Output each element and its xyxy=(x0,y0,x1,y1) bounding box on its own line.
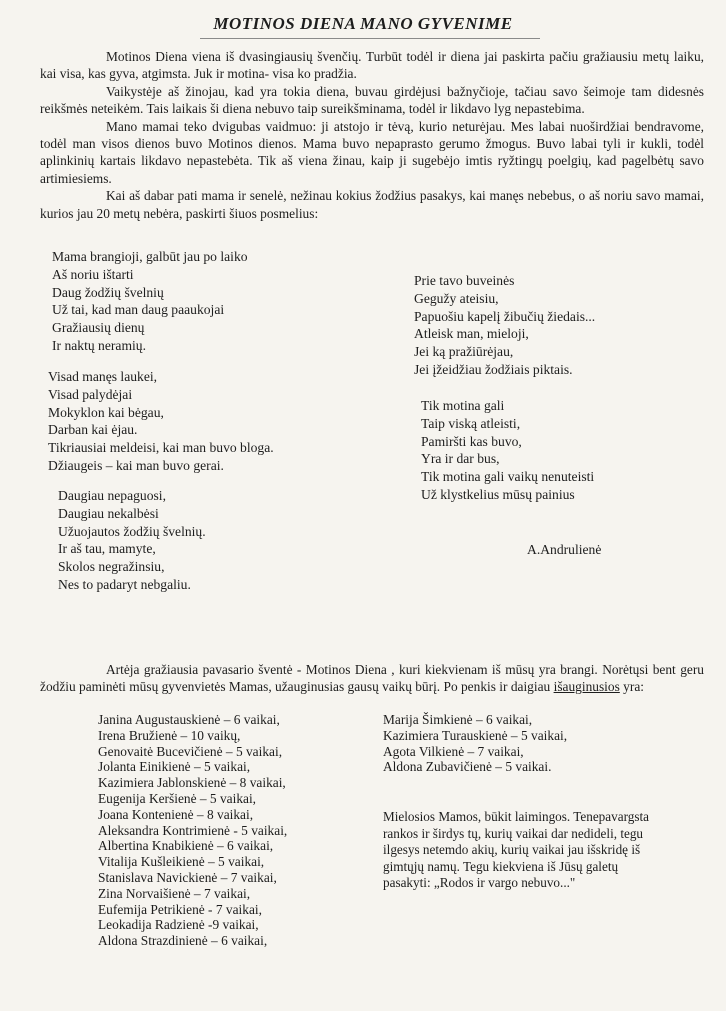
poem-line: Mama brangioji, galbūt jau po laiko xyxy=(52,249,248,264)
intro-paragraph: Vaikystėje aš žinojau, kad yra tokia diena, buvau girdėjusi bažnyčioje, tačiau savo šeimoje tam didesnės reikšmės neteikėm. Tais laikais ši diena nebuvo taip sureikšminama, todėl ir likdavo lyg nepastebima. xyxy=(40,83,704,117)
mothers-intro-text: Artėja gražiausia pavasario šventė - Motinos Diena , kuri kiekvienam iš mūsų yra brangi. Norėtųsi bent geru žodžiu paminėti mūsų gyvenvietės Mamas, užauginusias gausų vaikų būrį. Po penkis ir daigiau xyxy=(40,662,704,695)
list-item: Janina Augustauskienė – 6 vaikai, xyxy=(98,712,280,727)
list-item: Joana Kontenienė – 8 vaikai, xyxy=(98,806,254,822)
list-item: Marija Šimkienė – 6 vaikai, xyxy=(383,712,533,727)
list-item: Kazimiera Jablonskienė – 8 vaikai, xyxy=(98,775,286,791)
poem-line: Daugiau nepaguosi, xyxy=(58,488,166,503)
article-title: MOTINOS DIENA MANO GYVENIME xyxy=(213,14,513,33)
poem-line: Yra ir dar bus, xyxy=(421,451,500,467)
poem-line: Jei ką pražiūrėjau, xyxy=(414,344,514,360)
poem-line: Už klystkelius mūsų painius xyxy=(421,486,575,502)
list-item: Leokadija Radzienė -9 vaikai, xyxy=(98,917,259,933)
poem-line: Ir aš tau, mamyte, xyxy=(58,541,156,557)
mothers-intro xyxy=(40,661,704,696)
poem-stanza-1 xyxy=(52,248,248,355)
poem-line: Tik motina gali xyxy=(421,398,505,413)
list-item: Eufemija Petrikienė - 7 vaikai, xyxy=(98,901,262,917)
poem-line: Darban kai ėjau. xyxy=(48,422,138,438)
poem-line: Papuošiu kapelį žibučių žiedais... xyxy=(414,308,596,324)
poem-line: Aš noriu ištarti xyxy=(52,266,134,282)
poem-line: Skolos negražinsiu, xyxy=(58,559,165,575)
poem-line: Mokyklon kai bėgau, xyxy=(48,404,164,420)
poem-line: Pamiršti kas buvo, xyxy=(421,433,522,449)
poem-line: Nes to padaryt nebgaliu. xyxy=(58,576,191,592)
poem-line: Užuojautos žodžių švelnių. xyxy=(58,523,206,539)
title-underline xyxy=(200,38,540,39)
list-item: Kazimiera Turauskienė – 5 vaikai, xyxy=(383,727,568,743)
poem-line: Taip viską atleisti, xyxy=(421,415,521,431)
intro-paragraph: Motinos Diena viena iš dvasingiausių švenčių. Turbūt todėl ir diena jai paskirta pačiu gražiausiu metų laiku, kai visa, kas gyva, atgimsta. Juk ir motina- visa ko pradžia. xyxy=(40,49,704,82)
mothers-list-left xyxy=(98,712,287,949)
underlined-word: išauginusios xyxy=(553,679,620,695)
poem-stanza-5 xyxy=(421,397,594,504)
mothers-intro-paragraph xyxy=(40,661,704,696)
poem-line: Už tai, kad man daug paaukojai xyxy=(52,302,225,318)
list-item: Stanislava Navickienė – 7 vaikai, xyxy=(98,869,277,885)
list-item: Agota Vilkienė – 7 vaikai, xyxy=(383,743,524,759)
poem-line: Gražiausių dienų xyxy=(52,320,145,336)
list-item: Eugenija Keršienė – 5 vaikai, xyxy=(98,790,257,806)
mothers-list-right xyxy=(383,712,567,775)
intro-text xyxy=(40,48,704,222)
mothers-intro-end: yra: xyxy=(619,679,644,695)
poem-line: Tikriausiai meldeisi, kai man buvo bloga. xyxy=(48,440,274,456)
list-item: Albertina Knabikienė – 6 vaikai, xyxy=(98,838,274,854)
list-item: Vitalija Kušleikienė – 5 vaikai, xyxy=(98,854,265,870)
poem-line: Daug žodžių švelnių xyxy=(52,284,164,300)
poem-line: Visad palydėjai xyxy=(48,386,133,402)
poem-line: Gegužy ateisiu, xyxy=(414,290,499,306)
list-item: Jolanta Einikienė – 5 vaikai, xyxy=(98,759,251,775)
list-item: Aldona Strazdinienė – 6 vaikai, xyxy=(98,933,268,949)
poem-line: Jei įžeidžiau žodžiais piktais. xyxy=(414,361,573,377)
intro-paragraph: Mano mamai teko dvigubas vaidmuo: ji atstojo ir tėvą, kurio neturėjau. Mes labai nuoširdžiai bendravome, todėl man visos dienos buvo Motinos dienos. Mama buvo nepaprasto gerumo žmogus. Buvo labai tyli ir kukli, todėl aplinkinių kartais likdavo nepastebėta. Tik aš viena žinau, kaip ji sugebėjo imtis ryžtingų poelgių, kad pagelbėtų savo artimiesiems. xyxy=(40,118,704,186)
closing-wish: Mielosios Mamos, būkit laimingos. Tenepavargsta rankos ir širdys tų, kurių vaikai dar nedideli, tegu ilgesys netemdo akių, kurių vaikai jau išskridę iš gimtųjų namų. Tegu kiekviena iš Jūsų galetų pasakyti: „Rodos ir vargo nebuvo..." xyxy=(383,809,649,891)
poem-stanza-4 xyxy=(414,272,595,379)
poem-stanza-2 xyxy=(48,368,274,475)
poem-line: Tik motina gali vaikų nenuteisti xyxy=(421,469,595,485)
poem-line: Daugiau nekalbėsi xyxy=(58,505,159,521)
poem-line: Prie tavo buveinės xyxy=(414,273,515,288)
list-item: Zina Norvaišienė – 7 vaikai, xyxy=(98,885,251,901)
poem-line: Ir naktų neramių. xyxy=(52,337,146,353)
poem-author: A.Andrulienė xyxy=(527,542,602,557)
poem-line: Atleisk man, mieloji, xyxy=(414,326,529,342)
list-item: Aleksandra Kontrimienė - 5 vaikai, xyxy=(98,822,288,838)
list-item: Aldona Zubavičienė – 5 vaikai. xyxy=(383,759,552,775)
intro-paragraph: Kai aš dabar pati mama ir senelė, nežinau kokius žodžius pasakys, kai manęs nebebus, o aš noriu savo mamai, kurios jau 20 metų nebėra, paskirti šiuos posmelius: xyxy=(40,188,704,221)
poem-line: Visad manęs laukei, xyxy=(48,369,158,384)
list-item: Irena Bružienė – 10 vaikų, xyxy=(98,727,241,743)
list-item: Genovaitė Bucevičienė – 5 vaikai, xyxy=(98,743,283,759)
poem-line: Džiaugeis – kai man buvo gerai. xyxy=(48,457,224,473)
poem-stanza-3 xyxy=(58,487,206,594)
